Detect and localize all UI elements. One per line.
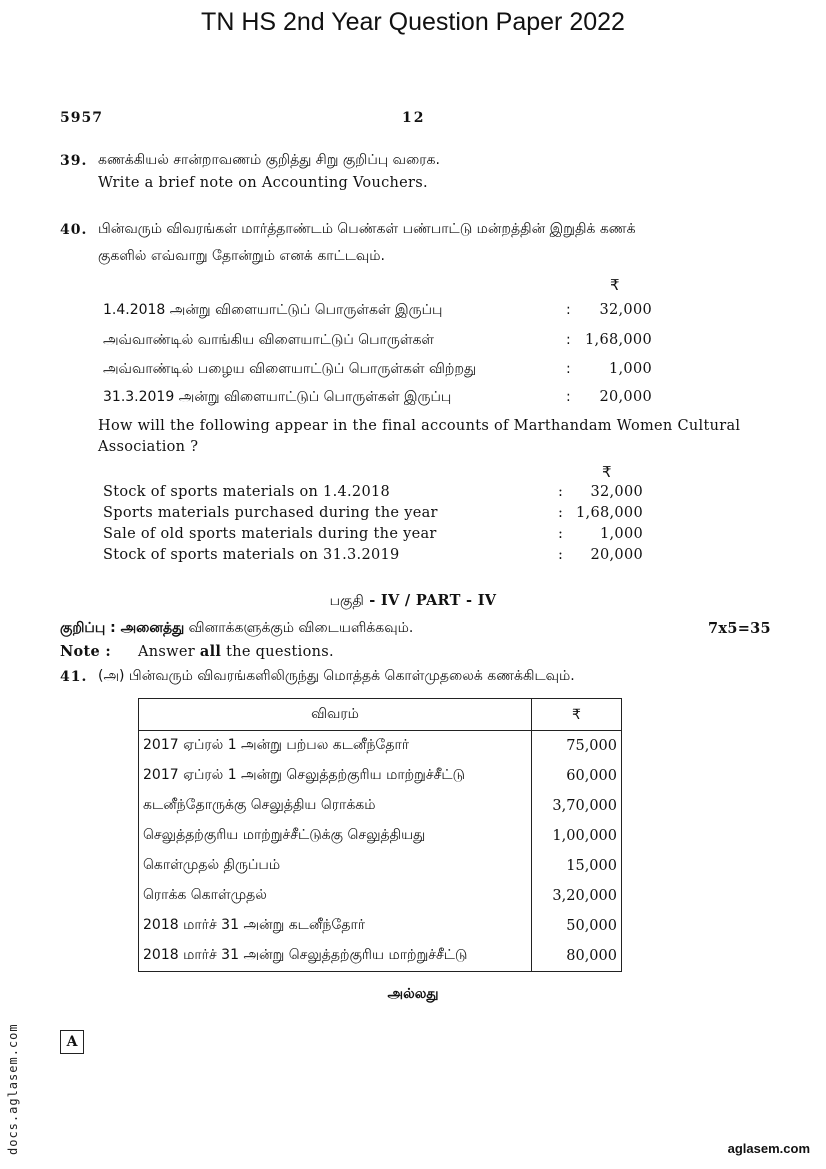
- list-item: அவ்வாண்டில் பழைய விளையாட்டுப் பொருள்கள் விற்றது : 1,000: [103, 361, 652, 377]
- booklet-stamp: A: [60, 1030, 84, 1054]
- part-heading: பகுதி - IV / PART - IV: [329, 592, 497, 609]
- rupee-symbol: ₹: [602, 463, 612, 481]
- table-row: கடனீந்தோருக்கு செலுத்திய ரொக்கம் 3,70,000: [139, 791, 622, 821]
- table-row: 2017 ஏப்ரல் 1 அன்று செலுத்தற்குரிய மாற்றுச்சீட்டு 60,000: [139, 761, 622, 791]
- question-41-table: [138, 698, 622, 972]
- note-english: Answer all the questions.: [138, 643, 334, 660]
- table-row: செலுத்தற்குரிய மாற்றுச்சீட்டுக்கு செலுத்தியது 1,00,000: [139, 821, 622, 851]
- question-40-english-line2: Association ?: [98, 439, 199, 455]
- question-41-instruction: (அ) பின்வரும் விவரங்களிலிருந்து மொத்தக் கொள்முதலைக் கணக்கிடவும்.: [98, 668, 575, 684]
- question-41-number: 41.: [60, 669, 88, 685]
- table-row: 2018 மார்ச் 31 அன்று செலுத்தற்குரிய மாற்றுச்சீட்டு 80,000: [139, 941, 622, 972]
- brand-watermark: aglasem.com: [727, 1141, 810, 1156]
- note-tamil: குறிப்பு : அனைத்து வினாக்களுக்கும் விடையளிக்கவும்.: [60, 620, 414, 636]
- paper-code: 5957: [60, 110, 103, 126]
- note-english-label: Note :: [60, 643, 112, 660]
- list-item: Sports materials purchased during the year : 1,68,000: [103, 505, 643, 521]
- column-header-amount: ₹: [532, 699, 622, 731]
- column-header-particulars: விவரம்: [139, 699, 532, 731]
- table-row: 2018 மார்ச் 31 அன்று கடனீந்தோர் 50,000: [139, 911, 622, 941]
- table-row: ரொக்க கொள்முதல் 3,20,000: [139, 881, 622, 911]
- list-item: அவ்வாண்டில் வாங்கிய விளையாட்டுப் பொருள்கள் : 1,68,000: [103, 332, 652, 348]
- page-banner-title: TN HS 2nd Year Question Paper 2022: [201, 8, 625, 36]
- rupee-symbol: ₹: [610, 276, 620, 294]
- list-item: Stock of sports materials on 31.3.2019 : 20,000: [103, 547, 643, 563]
- question-39-number: 39.: [60, 153, 88, 169]
- question-40-english-line1: How will the following appear in the final accounts of Marthandam Women Cultural: [98, 418, 741, 434]
- question-39-english: Write a brief note on Accounting Vouchers.: [98, 175, 428, 191]
- list-item: 1.4.2018 அன்று விளையாட்டுப் பொருள்கள் இருப்பு : 32,000: [103, 302, 652, 318]
- page-number: 12: [402, 110, 426, 126]
- table-row: 2017 ஏப்ரல் 1 அன்று பற்பல கடனீந்தோர் 75,000: [139, 731, 622, 762]
- list-item: 31.3.2019 அன்று விளையாட்டுப் பொருள்கள் இருப்பு : 20,000: [103, 389, 652, 405]
- list-item: Stock of sports materials on 1.4.2018 : 32,000: [103, 484, 643, 500]
- list-item: Sale of old sports materials during the year : 1,000: [103, 526, 643, 542]
- or-separator: அல்லது: [387, 986, 439, 1002]
- question-40-number: 40.: [60, 222, 88, 238]
- side-watermark: docs.aglasem.com: [6, 1023, 20, 1155]
- question-39-tamil: கணக்கியல் சான்றாவணம் குறித்து சிறு குறிப்பு வரைக.: [98, 152, 440, 168]
- table-row: கொள்முதல் திருப்பம் 15,000: [139, 851, 622, 881]
- marks-scheme: 7x5=35: [708, 620, 771, 637]
- question-40-tamil-line1: பின்வரும் விவரங்கள் மார்த்தாண்டம் பெண்கள் பண்பாட்டு மன்றத்தின் இறுதிக் கணக்: [98, 221, 636, 237]
- question-40-tamil-line2: குகளில் எவ்வாறு தோன்றும் எனக் காட்டவும்.: [98, 248, 385, 264]
